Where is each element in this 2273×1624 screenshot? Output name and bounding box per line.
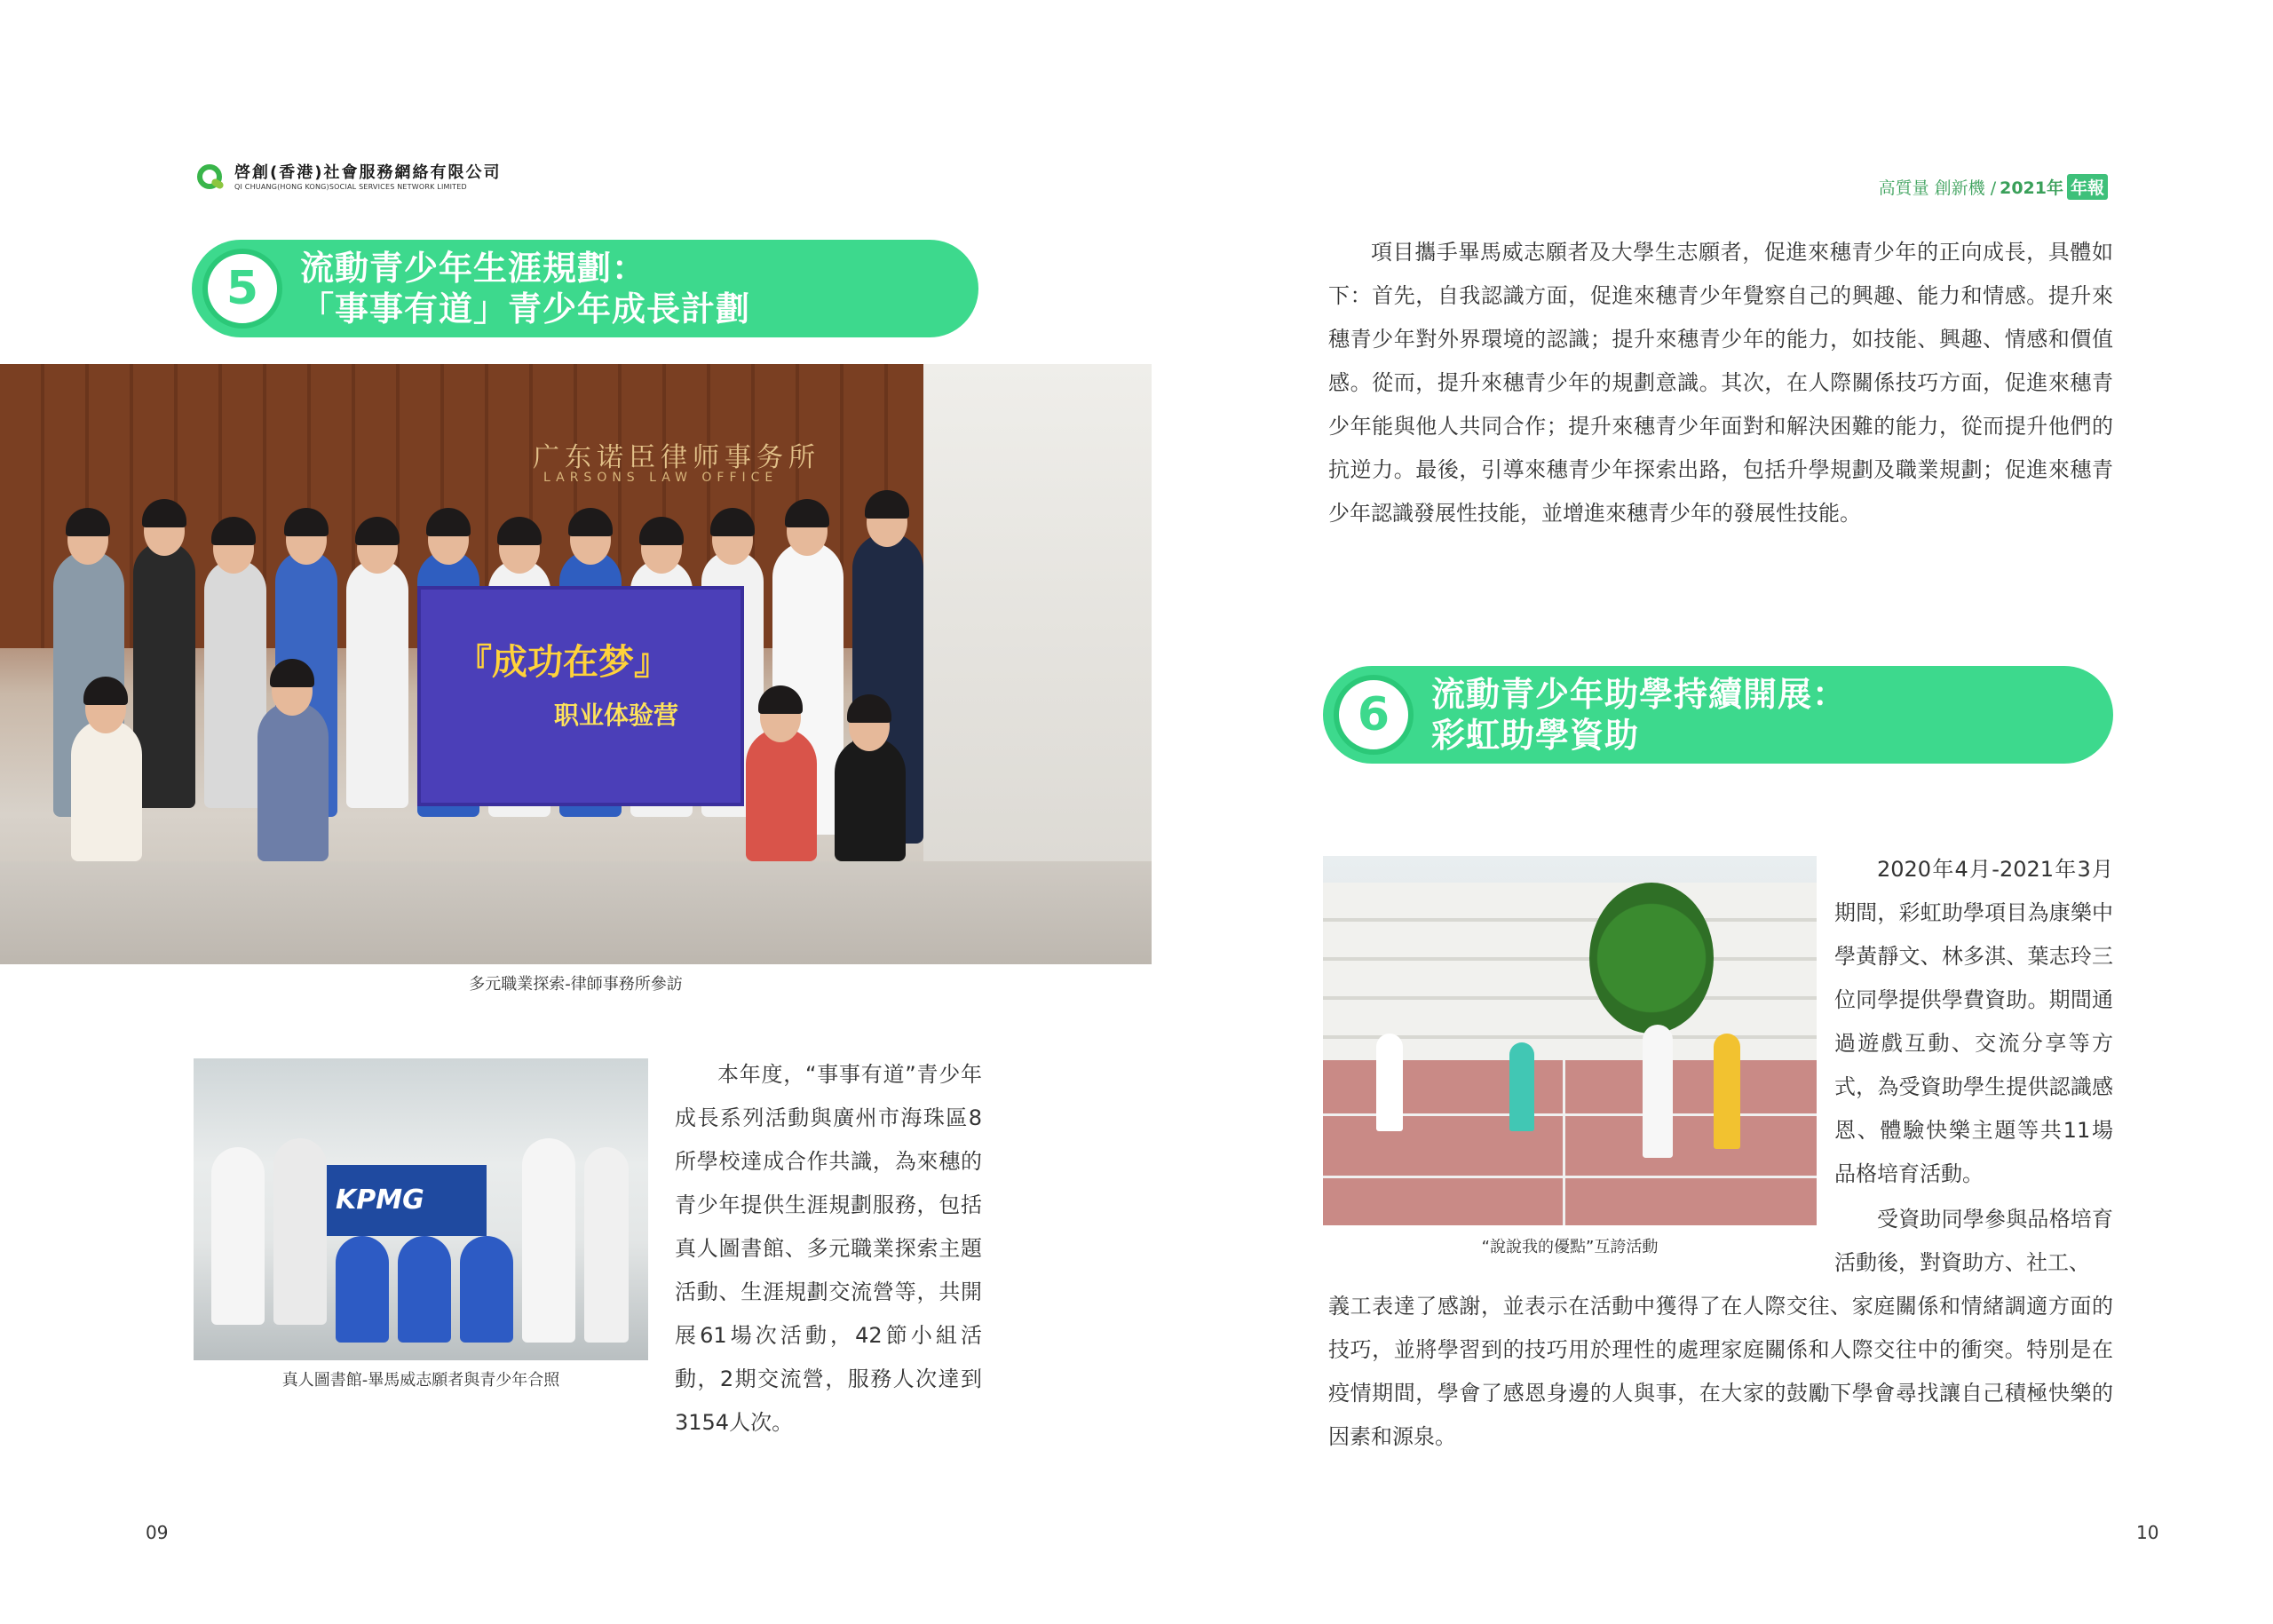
logo-name-en: QI CHUANG(HONG KONG)SOCIAL SERVICES NETWORK LIMITED: [234, 182, 467, 191]
section6-paragraph-3: 義工表達了感謝，並表示在活動中獲得了在人際交往、家庭關係和情緒調適方面的技巧，並將學習到的技巧用於理性的處理家庭關係和人際交往中的衝突。特別是在疫情期間，學會了感恩身邊的人與事，在大家的鼓勵下學會尋找讓自己積極快樂的因素和源泉。: [1328, 1294, 2113, 1449]
photo-signage: 广东诺臣律师事务所: [533, 442, 820, 473]
section-6-header: [1323, 666, 2113, 764]
section6-paragraph-2: 受資助同學參與品格培育活動後，對資助方、社工、: [1834, 1207, 2113, 1275]
section-6-number: 6: [1334, 675, 1414, 755]
section-5-title-line1: 流動青少年生涯規劃：: [300, 249, 647, 288]
logo-icon: [197, 162, 227, 193]
page-number-right: 10: [2136, 1522, 2159, 1543]
report-header: [1879, 174, 2108, 200]
header-year: 2021年: [2000, 178, 2063, 198]
section5-continued-paragraph: 項目攜手畢馬威志願者及大學生志願者，促進來穗青少年的正向成長，具體如下：首先，自我認識方面，促進來穗青少年覺察自己的興趣、能力和情感。提升來穗青少年對外界環境的認識；提升來穗青少年的能力，如技能、興趣、情感和價值感。從而，提升來穗青少年的規劃意識。其次，在人際關係技巧方面，促進來穗青少年能與他人共同合作；提升來穗青少年面對和解決困難的能力，從而提升他們的抗逆力。最後，引導來穗青少年探索出路，包括升學規劃及職業規劃；促進來穗青少年認識發展性技能，並增進來穗青少年的發展性技能。: [1328, 240, 2113, 526]
banner-title: 『成功在梦』: [456, 641, 669, 683]
photo-signage-en: LARSONS LAW OFFICE: [543, 471, 779, 485]
law-firm-visit-photo: [0, 364, 1152, 964]
kpmg-volunteers-photo: [194, 1058, 648, 1360]
header-badge: 年報: [2067, 174, 2108, 200]
section-6-title-line1: 流動青少年助學持續開展：: [1431, 675, 1848, 714]
banner-subtitle: 职业体验营: [554, 701, 679, 730]
photo1-caption: 多元職業探索-律師事務所參訪: [469, 975, 683, 994]
rainbow-activity-photo: [1323, 856, 1817, 1225]
camp-banner: [417, 586, 744, 806]
photo2-caption: 真人圖書館-畢馬威志願者與青少年合照: [281, 1371, 560, 1390]
section6-paragraph-1: 2020年4月-2021年3月期間，彩虹助學項目為康樂中學黃靜文、林多淇、葉志玲三位同學提供學費資助。期間通過遊戲互動、交流分享等方式，為受資助學生提供認識感恩、體驗快樂主題等共11場品格培育活動。: [1834, 857, 2113, 1186]
section-5-number: 5: [202, 249, 282, 329]
org-logo: [197, 162, 501, 194]
section-5-title-line2: 「事事有道」青少年成長計劃: [300, 289, 751, 329]
page-number-left: 09: [146, 1522, 169, 1543]
kpmg-banner: KPMG: [327, 1165, 487, 1236]
photo3-caption: “說說我的優點”互誇活動: [1481, 1238, 1659, 1256]
logo-name-cn: 啓創(香港)社會服務網絡有限公司: [234, 162, 502, 182]
section-5-header: [192, 240, 978, 337]
section-6-title-line2: 彩虹助學資助: [1431, 716, 1640, 755]
section5-paragraph: 本年度，“事事有道”青少年成長系列活動與廣州市海珠區8所學校達成合作共識，為來穗的青少年提供生涯規劃服務，包括真人圖書館、多元職業探索主題活動、生涯規劃交流營等，共開展61場次活動，42節小組活動，2期交流營，服務人次達到3154人次。: [675, 1062, 982, 1435]
header-slogan: 高質量 創新機 /: [1878, 178, 1997, 198]
